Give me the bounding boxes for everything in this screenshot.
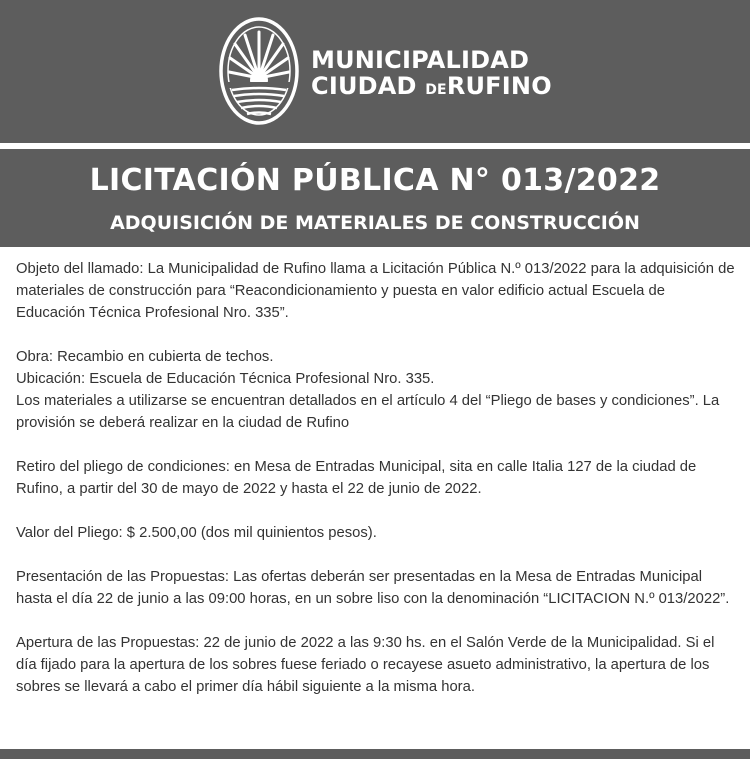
municipal-seal-icon xyxy=(218,16,300,126)
brand-line2 xyxy=(311,74,552,98)
paragraph-obra-group xyxy=(16,346,738,434)
footer-bar xyxy=(0,749,750,759)
line-materiales: Los materiales a utilizarse se encuentran detallados en el artículo 4 del “Pliego de bases y condiciones”. La provisión se deberá realizar en la ciudad de Rufino xyxy=(16,393,720,431)
brand-line1: MUNICIPALIDAD xyxy=(311,46,530,74)
notice-body xyxy=(16,258,738,720)
municipality-brand xyxy=(311,48,552,98)
paragraph-presentacion: Presentación de las Propuestas: Las ofertas deberán ser presentadas en la Mesa de Entradas Municipal hasta el día 22 de junio a las 09:00 horas, en un sobre liso con la denominación “LICITACION N.º 013/2022”. xyxy=(16,569,730,607)
paragraph-retiro: Retiro del pliego de condiciones: en Mesa de Entradas Municipal, sita en calle Italia 127 de la ciudad de Rufino, a partir del 30 de mayo de 2022 y hasta el 22 de junio de 2022. xyxy=(16,459,697,497)
paragraph-objeto: Objeto del llamado: La Municipalidad de Rufino llama a Licitación Pública N.º 013/2022 para la adquisición de materiales de construcción para “Reacondicionamiento y puesta en valor edificio actual Escuela de Educación Técnica Profesional Nro. 335”. xyxy=(16,261,735,321)
paragraph-apertura: Apertura de las Propuestas: 22 de junio de 2022 a las 9:30 hs. en el Salón Verde de la Municipalidad. Si el día fijado para la apertura de los sobres fuese feriado o recayese asueto administrativo, la apertura de los sobres se llevará a cabo el primer día hábil siguiente a la misma hora. xyxy=(16,635,715,695)
title-band xyxy=(0,149,750,247)
page-title: LICITACIÓN PÚBLICA N° 013/2022 xyxy=(89,163,661,198)
paragraph-valor: Valor del Pliego: $ 2.500,00 (dos mil quinientos pesos). xyxy=(16,525,377,541)
line-obra: Obra: Recambio en cubierta de techos. xyxy=(16,349,274,365)
brand-rufino: RUFINO xyxy=(446,72,552,100)
brand-de: DE xyxy=(425,82,447,98)
header-banner xyxy=(0,0,750,143)
brand-ciudad: CIUDAD xyxy=(311,72,417,100)
line-ubicacion: Ubicación: Escuela de Educación Técnica Profesional Nro. 335. xyxy=(16,371,435,387)
page-subtitle: ADQUISICIÓN DE MATERIALES DE CONSTRUCCIÓN xyxy=(110,212,640,234)
